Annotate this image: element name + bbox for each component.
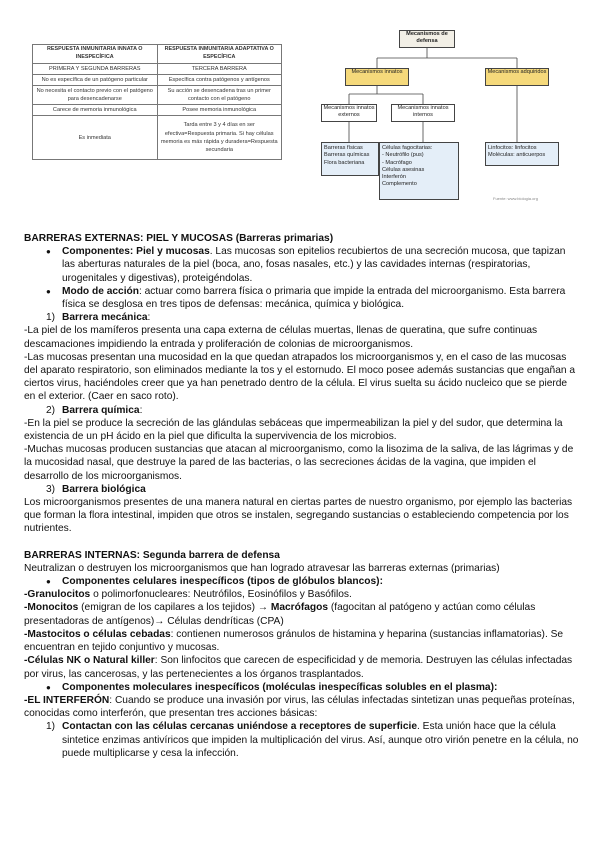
paragraph-text: : contienen numerosos gránulos de histamina y heparina (sustancias inflamatorias). Se encuentran en tejido conjuntivo y mucosas. bbox=[24, 628, 564, 654]
table-header: RESPUESTA INMUNITARIA INNATA O INESPECÍFICA bbox=[33, 45, 158, 64]
table-cell: Específica contra patógenos y antígenos bbox=[157, 74, 282, 85]
list-item: Barreras físicas bbox=[324, 145, 363, 151]
table-cell: Su acción se desencadena tras un primer contacto con el patógeno bbox=[157, 85, 282, 104]
bold-label: Barrera química bbox=[62, 404, 140, 416]
table-cell: Carece de memoria inmunológica bbox=[33, 105, 158, 116]
paragraph-text: . Esta unión hace que la célula sintetice enzimas antivíricos que impiden la multiplicación del virus. Así, aunque otro virión penetre en la célula, no puede multiplicarse y cesa la infección. bbox=[62, 721, 579, 759]
section-title: BARRERAS INTERNAS: Segunda barrera de defensa bbox=[24, 549, 280, 561]
item-number: 3) bbox=[46, 483, 56, 495]
diagram-adaptive-list bbox=[485, 142, 559, 166]
list-item: Linfocitos: linfocitos bbox=[488, 145, 537, 151]
bullet-item: ● Componentes celulares inespecíficos (tipos de glóbulos blancos): bbox=[24, 575, 580, 588]
bold-label: Barrera biológica bbox=[62, 483, 146, 495]
document-body bbox=[24, 232, 580, 760]
table-row bbox=[33, 105, 282, 116]
paragraph bbox=[24, 694, 580, 720]
defense-diagram bbox=[313, 26, 575, 208]
paragraph bbox=[24, 601, 580, 627]
bullet-item bbox=[24, 245, 580, 285]
diagram-internal-list bbox=[379, 142, 459, 200]
table-header-row bbox=[33, 45, 282, 64]
list-item: Interferón bbox=[382, 174, 406, 181]
paragraph bbox=[24, 588, 580, 601]
table-row bbox=[33, 74, 282, 85]
bold-label: Componentes: Piel y mucosas bbox=[62, 246, 210, 258]
table-row bbox=[33, 85, 282, 104]
paragraph: -Muchas mucosas producen sustancias que atacan al microorganismo, como la lisozima de la saliva, de las lágrimas y de la mucosidad nasal, que destruye la pared de las bacterias, o las secreciones ácidas de la vagina, que impiden el desarrollo de los microorganismos. bbox=[24, 444, 574, 482]
list-item: Barreras químicas bbox=[324, 152, 370, 159]
table-cell: TERCERA BARRERA bbox=[157, 63, 282, 74]
bold-label: -Células NK o Natural killer bbox=[24, 655, 155, 667]
item-number: 1) bbox=[46, 312, 56, 324]
bold-label: -Mastocitos o células cebadas bbox=[24, 628, 171, 640]
paragraph: -En la piel se produce la secreción de las glándulas sebáceas que impermeabilizan la piel y del sudor, que determina la existencia de un pH ácido en la piel que dificulta la supervivencia de los microbios. bbox=[24, 417, 563, 443]
paragraph-text: o polimorfonucleares: Neutrófilos, Eosinófilos y Basófilos. bbox=[90, 589, 352, 601]
bold-label: Contactan con las células cercanas uniéndose a receptores de superficie bbox=[62, 721, 418, 733]
item-number: 2) bbox=[46, 404, 56, 416]
table-row bbox=[33, 116, 282, 160]
table-cell: Es inmediata bbox=[33, 116, 158, 160]
list-item: Células fagocitarias: bbox=[382, 145, 433, 151]
list-item: Células asesinas bbox=[382, 166, 425, 173]
bold-label: Modo de acción bbox=[62, 285, 139, 297]
list-item: Moléculas: anticuerpos bbox=[488, 152, 546, 159]
section-title: BARRERAS EXTERNAS: PIEL Y MUCOSAS (Barreras primarias) bbox=[24, 233, 334, 244]
table-row bbox=[33, 63, 282, 74]
numbered-item bbox=[24, 720, 580, 760]
list-item: - Macrófago bbox=[382, 159, 412, 166]
paragraph-text: : Cuando se produce una invasión por virus, las células infectadas sintetizan unas pequeñas proteínas, conocidas como interferón, que presentan tres acciones básicas: bbox=[24, 694, 575, 720]
paragraph bbox=[24, 628, 580, 654]
numbered-item bbox=[24, 483, 580, 496]
list-item: Flora bacteriana bbox=[324, 159, 365, 166]
paragraph-text: : Son linfocitos que carecen de especificidad y de memoria. Destruyen las células infectadas por virus, las cancerosas, y las pertenecientes a los órganos trasplantados. bbox=[24, 655, 573, 680]
comparison-table bbox=[32, 44, 282, 160]
bold-label: -Granulocitos bbox=[24, 589, 91, 601]
diagram-root-node: Mecanismos de defensa bbox=[399, 30, 455, 48]
table-cell: Tarda entre 3 y 4 días en ser efectiva=Respuesta primaria. Si hay células memoria es más rápida y duradera=Respuesta secundaria bbox=[157, 116, 282, 160]
table-cell: No necesita el contacto previo con el patógeno para desencadenarse bbox=[33, 85, 158, 104]
bold-label: Macrófagos bbox=[270, 602, 329, 614]
paragraph: Neutralizan o destruyen los microorganismos que han logrado atravesar las barreras externas (primarias) bbox=[24, 562, 500, 574]
table-cell: Posee memoria inmunológica bbox=[157, 105, 282, 116]
paragraph bbox=[24, 654, 580, 680]
bold-label: Barrera mecánica bbox=[62, 312, 148, 324]
paragraph: Los microorganismos presentes de una manera natural en ciertas partes de nuestro organismo, por ejemplo las bacterias que forman la flora intestinal, impiden que otros se instalen, segregando sustancias o estableciendo competencia por los nutrientes. bbox=[24, 497, 573, 535]
bullet-item bbox=[24, 285, 580, 311]
numbered-item: 1) Barrera mecánica: bbox=[46, 312, 151, 324]
paragraph-text: (emigran de los capilares a los tejidos) → bbox=[78, 602, 271, 614]
diagram-innate-node: Mecanismos innatos bbox=[345, 68, 409, 86]
list-item: - Neutrófilo (pus) bbox=[382, 152, 424, 159]
diagram-credit: Fuente: www.biologia.org bbox=[493, 196, 538, 201]
table-header: RESPUESTA INMUNITARIA ADAPTATIVA O ESPECÍFICA bbox=[157, 45, 282, 64]
bullet-item: ● Componentes moleculares inespecíficos (moléculas inespecíficas solubles en el plasma): bbox=[24, 681, 580, 694]
item-number: 1) bbox=[46, 721, 56, 733]
paragraph: -La piel de los mamíferos presenta una capa externa de células muertas, llenas de queratina, que sufre continuas descamaciones impidiendo la entrada y proliferación de colonias de microorganismos. bbox=[24, 325, 538, 350]
diagram-internal-node: Mecanismos innatos internos bbox=[391, 104, 455, 122]
diagram-adaptive-node: Mecanismos adquiridos bbox=[485, 68, 549, 86]
bold-label: -EL INTERFERÓN bbox=[24, 694, 110, 706]
diagram-external-node: Mecanismos innatos externos bbox=[321, 104, 377, 122]
table-cell: No es específica de un patógeno particular bbox=[33, 74, 158, 85]
paragraph-text: : actuar como barrera física o primaria que impide la entrada del microorganismo. Esta barrera física se desglosa en tres tipos de defensas: mecánica, química y biológica. bbox=[62, 285, 566, 311]
paragraph: -Las mucosas presentan una mucosidad en la que quedan atrapados los microorganismos y, en el caso de las mucosas del aparato respiratorio, son eliminados mediante la tos y el estornudo. El moco posee además sustancias que engañan a ciertos virus, haciéndoles creer que ya han penetrado dentro de la célula. El virus suelta su ácido nucleico que se pierde en el exterior. (Caer en saco roto). bbox=[24, 351, 576, 403]
numbered-item: 2) Barrera química: bbox=[46, 404, 143, 416]
paragraph-text: . Las mucosas son epitelios recubiertos de una secreción mucosa, que tapizan las aberturas naturales de la piel (boca, ano, fosas nasales, etc.) y las cavidades internas (respiratorias, urogenitales y digestivas), proteigéndolas. bbox=[62, 246, 566, 284]
table-cell: PRIMERA Y SEGUNDA BARRERAS bbox=[33, 63, 158, 74]
diagram-external-list bbox=[321, 142, 379, 176]
paragraph-text: (fagocitan al patógeno y actúan como células presentadoras de antígenos)→ Células dendríticas (CPA) bbox=[24, 602, 536, 627]
list-item: Complemento bbox=[382, 181, 417, 188]
bold-label: -Monocitos bbox=[24, 602, 79, 614]
